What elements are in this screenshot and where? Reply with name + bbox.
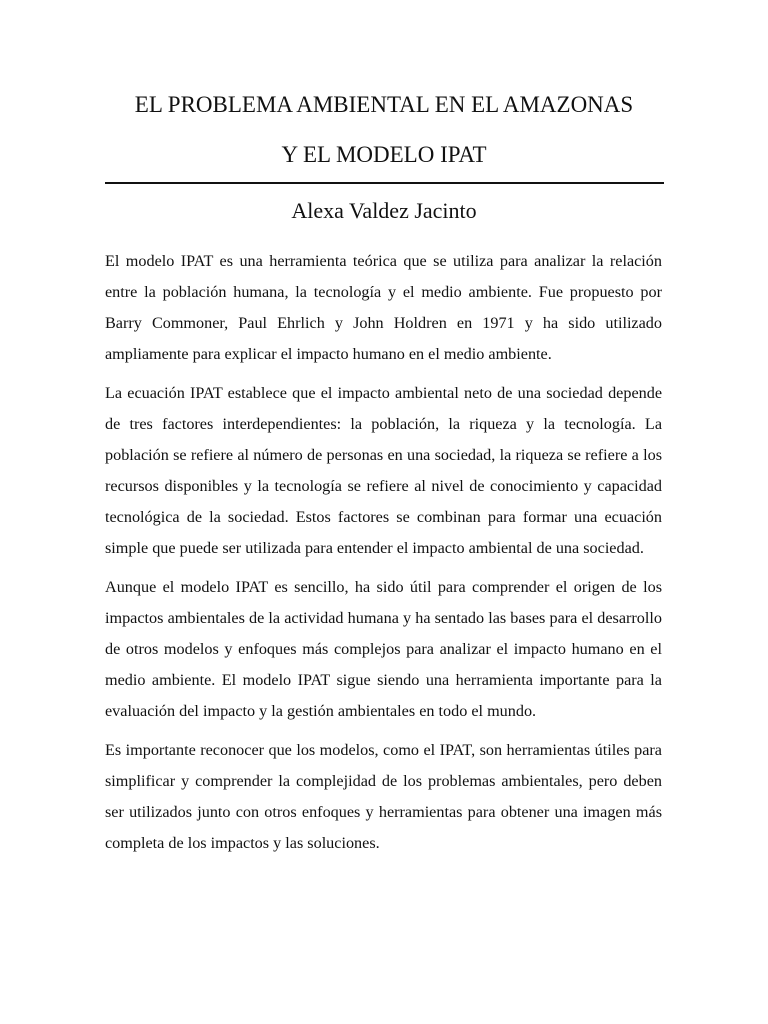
paragraph-3: Aunque el modelo IPAT es sencillo, ha sido útil para comprender el origen de los impactos ambientales de la actividad humana y ha sentado las bases para el desarrollo de otros modelos y enfoques más complejos para analizar el impacto humano en el medio ambiente. El modelo IPAT sigue siendo una herramienta importante para la evaluación del impacto y la gestión ambientales en todo el mundo.	[105, 578, 662, 720]
paragraph-1: El modelo IPAT es una herramienta teórica que se utiliza para analizar la relación entre la población humana, la tecnología y el medio ambiente. Fue propuesto por Barry Commoner, Paul Ehrlich y John Holdren en 1971 y ha sido utilizado ampliamente para explicar el impacto humano en el medio ambiente.	[105, 252, 662, 363]
document-title-line-1: EL PROBLEMA AMBIENTAL EN EL AMAZONAS	[134, 92, 634, 117]
author-name: Alexa Valdez Jacinto	[291, 198, 477, 223]
document-title-line-2: Y EL MODELO IPAT	[281, 142, 487, 167]
document-body	[105, 246, 662, 867]
title-divider	[105, 182, 664, 184]
paragraph-2: La ecuación IPAT establece que el impacto ambiental neto de una sociedad depende de tres factores interdependientes: la población, la riqueza y la tecnología. La población se refiere al número de personas en una sociedad, la riqueza se refiere a los recursos disponibles y la tecnología se refiere al nivel de conocimiento y capacidad tecnológica de la sociedad. Estos factores se combinan para formar una ecuación simple que puede ser utilizada para entender el impacto ambiental de una sociedad.	[105, 384, 662, 557]
paragraph-4: Es importante reconocer que los modelos, como el IPAT, son herramientas útiles para simplificar y comprender la complejidad de los problemas ambientales, pero deben ser utilizados junto con otros enfoques y herramientas para obtener una imagen más completa de los impactos y las soluciones.	[105, 741, 662, 852]
